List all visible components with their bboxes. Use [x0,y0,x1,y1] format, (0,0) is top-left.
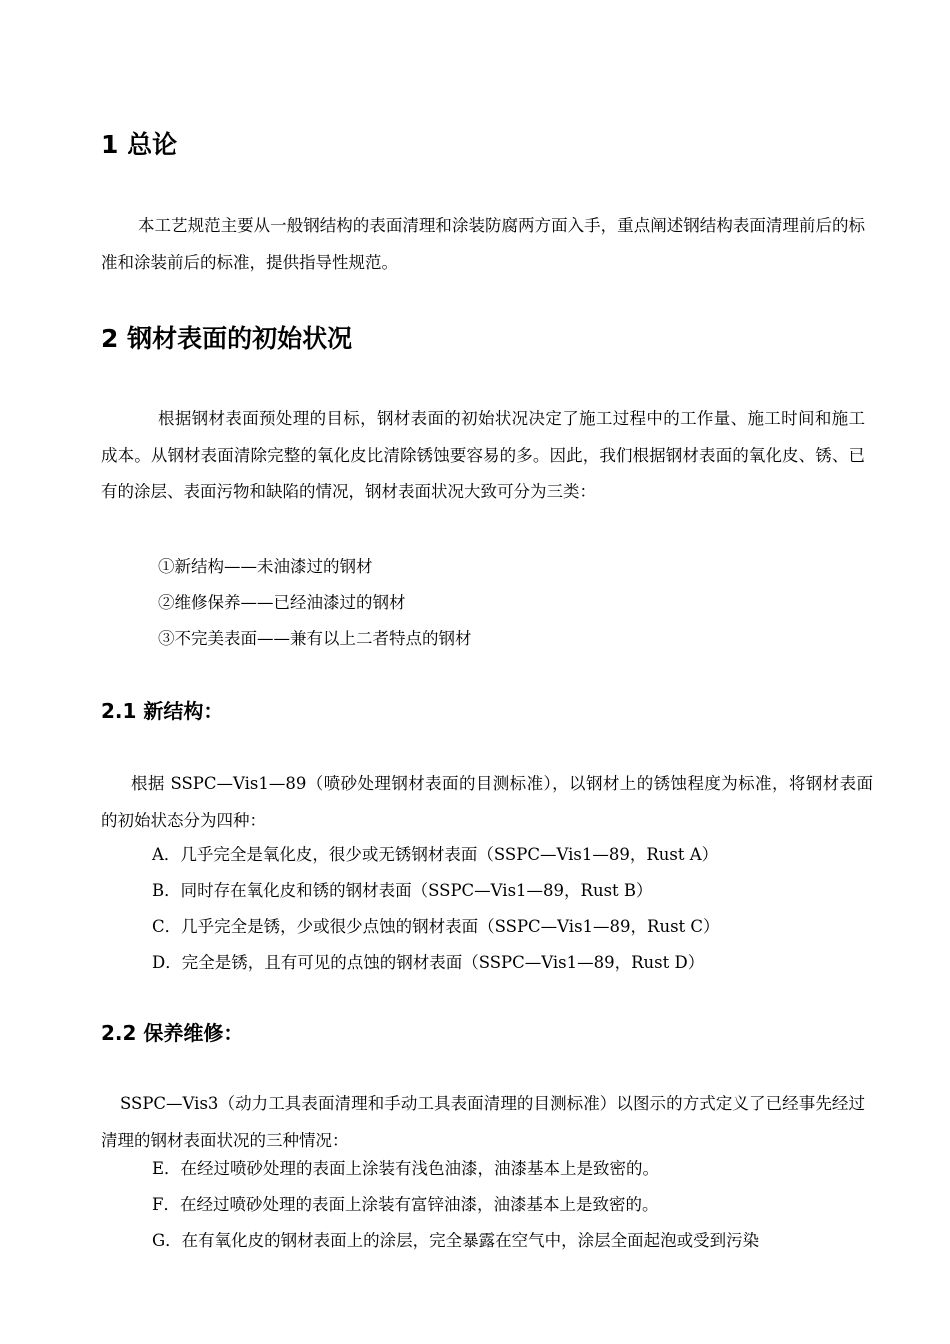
section-1-paragraph: 本工艺规范主要从一般钢结构的表面清理和涂装防腐两方面入手，重点阐述钢结构表面清理前后的标准和涂装前后的标准，提供指导性规范。 [101,216,865,272]
list-item: B．同时存在氧化皮和锈的钢材表面（SSPC—Vis1—89，Rust B） [152,881,653,900]
section-2-1-heading: 2.1 新结构： [101,699,224,723]
section-2-1-paragraph: 根据 SSPC—Vis1—89（喷砂处理钢材表面的目测标准），以钢材上的锈蚀程度为标准，将钢材表面的初始状态分为四种： [101,774,873,830]
list-item: C．几乎完全是锈，少或很少点蚀的钢材表面（SSPC—Vis1—89，Rust C） [152,917,720,936]
list-item: ①新结构——未油漆过的钢材 [158,557,373,576]
list-item: E．在经过喷砂处理的表面上涂装有浅色油漆，油漆基本上是致密的。 [152,1159,660,1178]
list-item: ③不完美表面——兼有以上二者特点的钢材 [158,629,472,648]
list-item: ②维修保养——已经油漆过的钢材 [158,593,406,612]
section-2-2-heading: 2.2 保养维修： [101,1021,244,1045]
section-2-paragraph: 根据钢材表面预处理的目标，钢材表面的初始状况决定了施工过程中的工作量、施工时间和施工成本。从钢材表面清除完整的氧化皮比清除锈蚀要容易的多。因此，我们根据钢材表面的氧化皮、锈、已有的涂层、表面污物和缺陷的情况，钢材表面状况大致可分为三类： [101,409,865,501]
list-item: A．几乎完全是氧化皮，很少或无锈钢材表面（SSPC—Vis1—89，Rust A） [152,845,719,864]
section-2-heading: 2 钢材表面的初始状况 [101,324,353,353]
section-1-heading: 1 总论 [101,130,178,159]
list-item: G．在有氧化皮的钢材表面上的涂层，完全暴露在空气中，涂层全面起泡或受到污染 [152,1231,760,1250]
section-2-2-paragraph: SSPC—Vis3（动力工具表面清理和手动工具表面清理的目测标准）以图示的方式定义了已经事先经过清理的钢材表面状况的三种情况： [101,1094,865,1150]
list-item: F．在经过喷砂处理的表面上涂装有富锌油漆，油漆基本上是致密的。 [152,1195,659,1214]
list-item: D．完全是锈，且有可见的点蚀的钢材表面（SSPC—Vis1—89，Rust D） [152,953,705,972]
